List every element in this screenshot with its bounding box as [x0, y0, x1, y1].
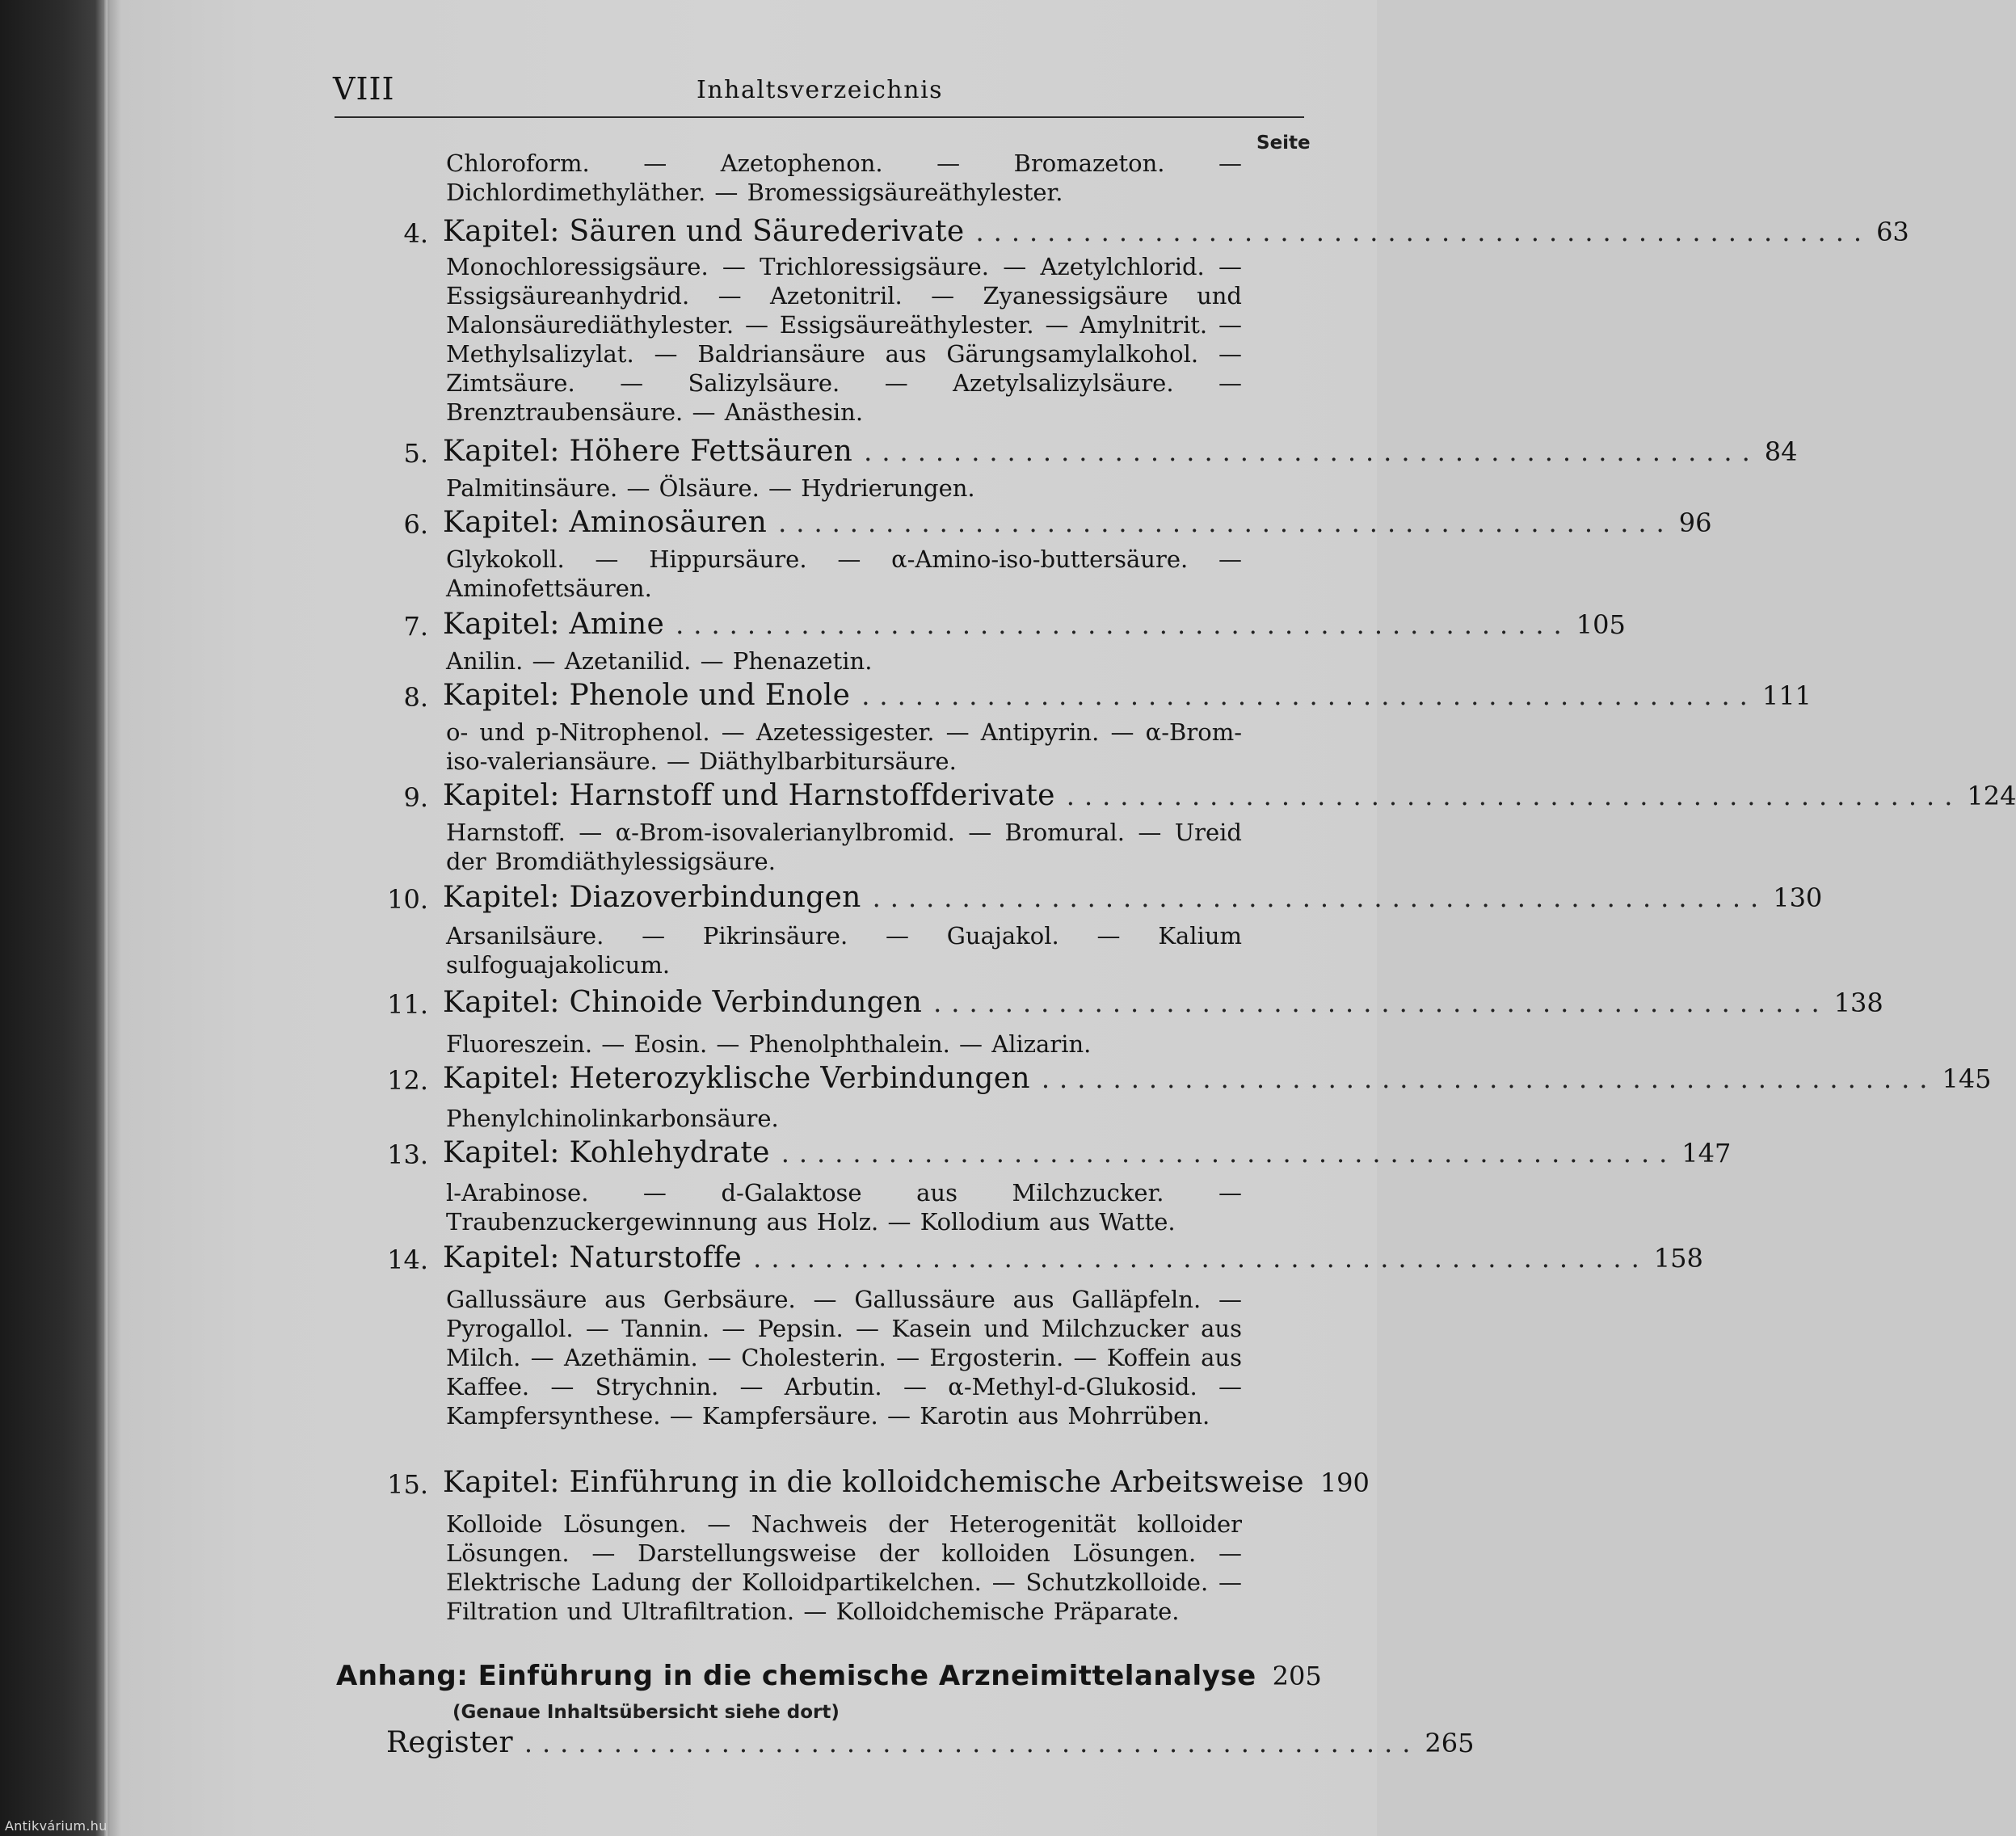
chapter-description: Kolloide Lösungen. — Nachweis der Heterogenität kolloider Lösungen. — Darstellungsweise der kolloiden Lösungen. — Elektrische Ladung der Kolloidpartikelchen. — Schutzkolloide. — Filtration und Ultrafiltration. — Kolloidchemische Präparate. — [446, 1510, 1242, 1625]
toc-entry-chapter-7 — [372, 608, 1626, 645]
page-ref: 111 — [1761, 680, 1812, 711]
chapter-title: Kapitel: Diazoverbindungen — [443, 881, 861, 914]
page-ref: 84 — [1764, 436, 1798, 467]
chapter-description: Gallussäure aus Gerbsäure. — Gallussäure aus Galläpfeln. — Pyrogallol. — Tannin. — Pepsin. — Kasein und Milchzucker aus Milch. — Azethämin. — Cholesterin. — Ergosterin. — Koffein aus Kaffee. — Strychnin. — Arbutin. — α-Methyl-d-Glukosid. — Kampfersynthese. — Kampfersäure. — Karotin aus Mohrrüben. — [446, 1286, 1242, 1430]
chapter-title: Kapitel: Heterozyklische Verbindungen — [443, 1062, 1030, 1095]
chapter-description: Monochloressigsäure. — Trichloressigsäure. — Azetylchlorid. — Essigsäureanhydrid. — Azetonitril. — Zyanessigsäure und Malonsäurediäthylester. — Essigsäureäthylester. — Amylnitrit. — Methylsalizylat. — Baldriansäure aus Gärungsamylalkohol. — Zimtsäure. — Salizylsäure. — Azetylsalizylsäure. — Brenztraubensäure. — Anästhesin. — [446, 253, 1242, 426]
appendix-note: (Genaue Inhaltsübersicht siehe dort) — [452, 1702, 840, 1723]
dot-leader: .................................................. — [1066, 781, 1963, 811]
toc-entry-appendix — [336, 1660, 1322, 1699]
toc-entry-register — [386, 1726, 1475, 1765]
register-title: Register — [386, 1726, 513, 1759]
chapter-title: Kapitel: Einführung in die kolloidchemische Arbeitsweise — [443, 1466, 1304, 1499]
chapter-title: Kapitel: Phenole und Enole — [443, 679, 851, 712]
page-ref: 145 — [1942, 1063, 1992, 1094]
chapter-description: l-Arabinose. — d-Galaktose aus Milchzucker. — Traubenzuckergewinnung aus Holz. — Kollodium aus Watte. — [446, 1179, 1242, 1236]
chapter-title: Kapitel: Naturstoffe — [443, 1241, 743, 1274]
toc-entry-chapter-14 — [372, 1241, 1703, 1278]
chapter-number: 13. — [387, 1139, 428, 1170]
chapter-title: Kapitel: Säuren und Säurederivate — [443, 215, 965, 248]
chapter-number: 10. — [387, 884, 428, 915]
dot-leader: .................................................. — [872, 882, 1769, 913]
appendix-title: Anhang: Einführung in die chemische Arzneimittelanalyse — [336, 1660, 1256, 1692]
page-ref: 124 — [1967, 781, 2016, 811]
toc-entry-chapter-4 — [372, 215, 1909, 252]
chapter-number: 7. — [403, 611, 428, 642]
chapter-description: o- und p-Nitrophenol. — Azetessigester. — Antipyrin. — α-Brom-iso-valeriansäure. — Diäthylbarbitursäure. — [446, 718, 1242, 775]
dot-leader: .................................................. — [1041, 1063, 1938, 1094]
chapter-number: 6. — [403, 509, 428, 540]
dot-leader: .................................................. — [975, 217, 1872, 247]
toc-entry-chapter-10 — [372, 881, 1823, 918]
page-ref: 205 — [1272, 1661, 1322, 1691]
dot-leader: .................................................. — [933, 987, 1829, 1018]
chapter-description: Palmitinsäure. — Ölsäure. — Hydrierungen. — [446, 474, 975, 502]
toc-entry-chapter-6 — [372, 506, 1712, 543]
chapter-number: 14. — [387, 1244, 428, 1275]
toc-entry-chapter-13 — [372, 1136, 1732, 1173]
page-ref: 158 — [1653, 1243, 1703, 1274]
page-ref: 265 — [1425, 1728, 1475, 1758]
dot-leader: .................................................. — [676, 609, 1572, 640]
toc-entry-chapter-5 — [372, 435, 1798, 472]
dot-leader: .................................................. — [753, 1243, 1649, 1274]
dot-leader: .................................................. — [778, 507, 1674, 538]
chapter-description: Harnstoff. — α-Brom-isovalerianylbromid. — Bromural. — Ureid der Bromdiäthylessigsäure. — [446, 819, 1242, 875]
dot-leader: .................................................. — [781, 1138, 1677, 1169]
chapter-description: Glykokoll. — Hippursäure. — α-Amino-iso-buttersäure. — Aminofettsäuren. — [446, 545, 1242, 602]
chapter-number: 15. — [387, 1469, 428, 1500]
page-ref: 63 — [1876, 217, 1909, 247]
chapter-title: Kapitel: Kohlehydrate — [443, 1136, 770, 1169]
page-ref: 147 — [1681, 1138, 1732, 1169]
watermark: Antikvárium.hu — [5, 1818, 107, 1834]
chapter-title: Kapitel: Höhere Fettsäuren — [443, 435, 853, 468]
page-ref: 96 — [1678, 507, 1712, 538]
chapter-number: 12. — [387, 1065, 428, 1096]
page-ref: 105 — [1576, 609, 1626, 640]
page-number: VIII — [333, 71, 395, 107]
running-title: Inhaltsverzeichnis — [697, 76, 944, 104]
chapter-title: Kapitel: Chinoide Verbindungen — [443, 986, 923, 1019]
chapter-number: 4. — [403, 218, 428, 249]
chapter-title: Kapitel: Aminosäuren — [443, 506, 768, 539]
chapter-title: Kapitel: Amine — [443, 608, 665, 641]
page-ref: 190 — [1319, 1468, 1370, 1498]
chapter-number: 8. — [403, 682, 428, 713]
chapter-description: Arsanilsäure. — Pikrinsäure. — Guajakol. — Kalium sulfoguajakolicum. — [446, 922, 1242, 979]
dot-leader: .................................................. — [524, 1728, 1420, 1758]
intro-description: Chloroform. — Azetophenon. — Bromazeton. — Dichlordimethyläther. — Bromessigsäureäthylester. — [446, 149, 1242, 206]
dot-leader: .................................................. — [861, 680, 1757, 711]
page-column-label: Seite — [1256, 133, 1311, 154]
toc-entry-chapter-11 — [372, 986, 1883, 1023]
page-ref: 130 — [1773, 882, 1823, 913]
page-ref: 138 — [1833, 987, 1883, 1018]
toc-entry-chapter-12 — [372, 1062, 1992, 1099]
chapter-number: 5. — [403, 438, 428, 469]
dot-leader: .................................................. — [864, 436, 1760, 467]
toc-entry-chapter-15 — [372, 1466, 1370, 1503]
chapter-description: Phenylchinolinkarbonsäure. — [446, 1105, 779, 1132]
chapter-title: Kapitel: Harnstoff und Harnstoffderivate — [443, 779, 1055, 812]
chapter-number: 9. — [403, 782, 428, 813]
chapter-number: 11. — [387, 989, 428, 1020]
toc-entry-chapter-9 — [372, 779, 2016, 816]
toc-entry-chapter-8 — [372, 679, 1812, 716]
chapter-description: Fluoreszein. — Eosin. — Phenolphthalein. — Alizarin. — [446, 1030, 1092, 1058]
chapter-description: Anilin. — Azetanilid. — Phenazetin. — [446, 647, 873, 675]
